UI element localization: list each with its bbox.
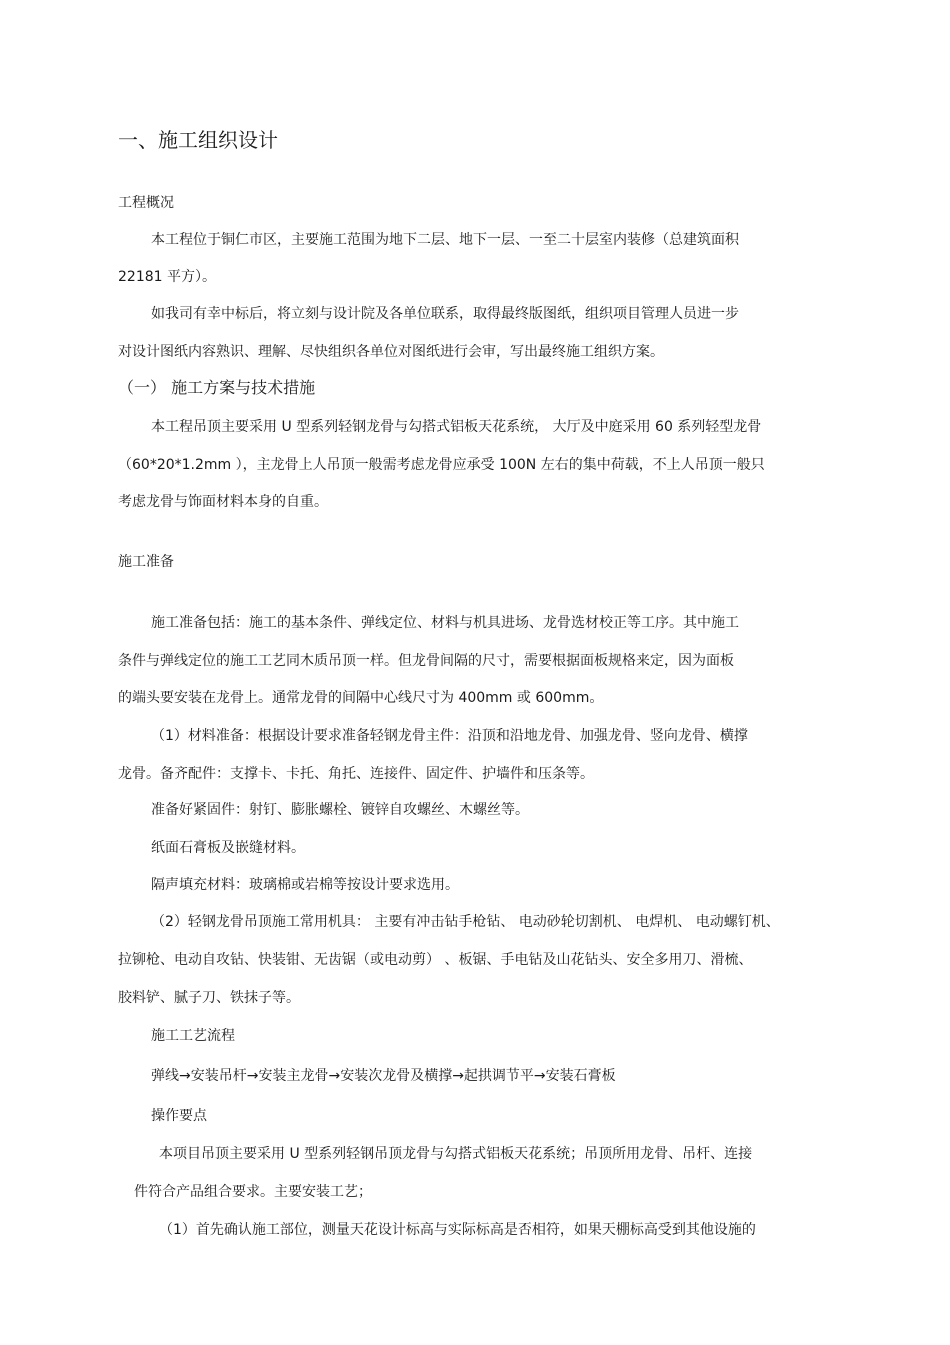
paragraph-line: 如我司有幸中标后，将立刻与设计院及各单位联系，取得最终版图纸，组织项目管理人员进一步 [151, 306, 739, 322]
section-heading-ops: 操作要点 [151, 1108, 207, 1124]
paragraph-line: 拉铆枪、电动自攻钻、快装钳、无齿锯（或电动剪） 、板锯、手电钻及山花钻头、安全多用刀、滑梳、 [118, 952, 753, 968]
paragraph-line: 对设计图纸内容熟识、理解、尽快组织各单位对图纸进行会审，写出最终施工组织方案。 [118, 344, 664, 360]
paragraph-line: 考虑龙骨与饰面材料本身的自重。 [118, 494, 328, 510]
paragraph-line: 胶料铲、腻子刀、铁抹子等。 [118, 990, 300, 1006]
paragraph-line: 本项目吊顶主要采用 U 型系列轻钢吊顶龙骨与勾搭式铝板天花系统；吊顶所用龙骨、吊杆、连接 [159, 1146, 753, 1162]
process-flow-text: 弹线→安装吊杆→安装主龙骨→安装次龙骨及横撑→起拱调节平→安装石膏板 [151, 1068, 616, 1084]
paragraph-line: 准备好紧固件：射钉、膨胀螺栓、镀锌自攻螺丝、木螺丝等。 [151, 802, 529, 818]
paragraph-line: 的端头要安装在龙骨上。通常龙骨的间隔中心线尺寸为 400mm 或 600mm。 [118, 690, 604, 706]
list-item-ops-1: （1）首先确认施工部位，测量天花设计标高与实际标高是否相符，如果天棚标高受到其他设施的 [159, 1222, 756, 1238]
list-item-tools: （2）轻钢龙骨吊顶施工常用机具： 主要有冲击钻手枪钻、 电动砂轮切割机、 电焊机、 电动螺钉机、 [151, 914, 780, 930]
paragraph-line: 龙骨。备齐配件：支撑卡、卡托、角托、连接件、固定件、护墙件和压条等。 [118, 766, 594, 782]
section-heading-prep: 施工准备 [118, 554, 174, 570]
paragraph-line: （60*20*1.2mm ），主龙骨上人吊顶一般需考虑龙骨应承受 100N 左右的集中荷载，不上人吊顶一般只 [118, 457, 765, 473]
paragraph-line: 施工准备包括：施工的基本条件、弹线定位、材料与机具进场、龙骨选材校正等工序。其中施工 [151, 615, 739, 631]
paragraph-line: 条件与弹线定位的施工工艺同木质吊顶一样。但龙骨间隔的尺寸，需要根据面板规格来定，因为面板 [118, 653, 734, 669]
paragraph-line: 件符合产品组合要求。主要安装工艺； [134, 1184, 372, 1200]
paragraph-line: 隔声填充材料：玻璃棉或岩棉等按设计要求选用。 [151, 877, 459, 893]
section-heading-flow: 施工工艺流程 [151, 1028, 235, 1044]
subsection-heading-tech: （一） 施工方案与技术措施 [118, 378, 316, 397]
paragraph-line: 本工程位于铜仁市区，主要施工范围为地下二层、地下一层、一至二十层室内装修（总建筑面积 [151, 232, 739, 248]
section-heading-overview: 工程概况 [118, 195, 174, 211]
paragraph-line: 本工程吊顶主要采用 U 型系列轻钢龙骨与勾搭式铝板天花系统， 大厅及中庭采用 60 系列轻型龙骨 [151, 419, 762, 435]
paragraph-line: 纸面石膏板及嵌缝材料。 [151, 840, 305, 856]
paragraph-line: 22181 平方）。 [118, 269, 216, 285]
document-title: 一、施工组织设计 [118, 128, 278, 152]
list-item-materials: （1）材料准备：根据设计要求准备轻钢龙骨主件：沿顶和沿地龙骨、加强龙骨、竖向龙骨、横撑 [151, 728, 748, 744]
